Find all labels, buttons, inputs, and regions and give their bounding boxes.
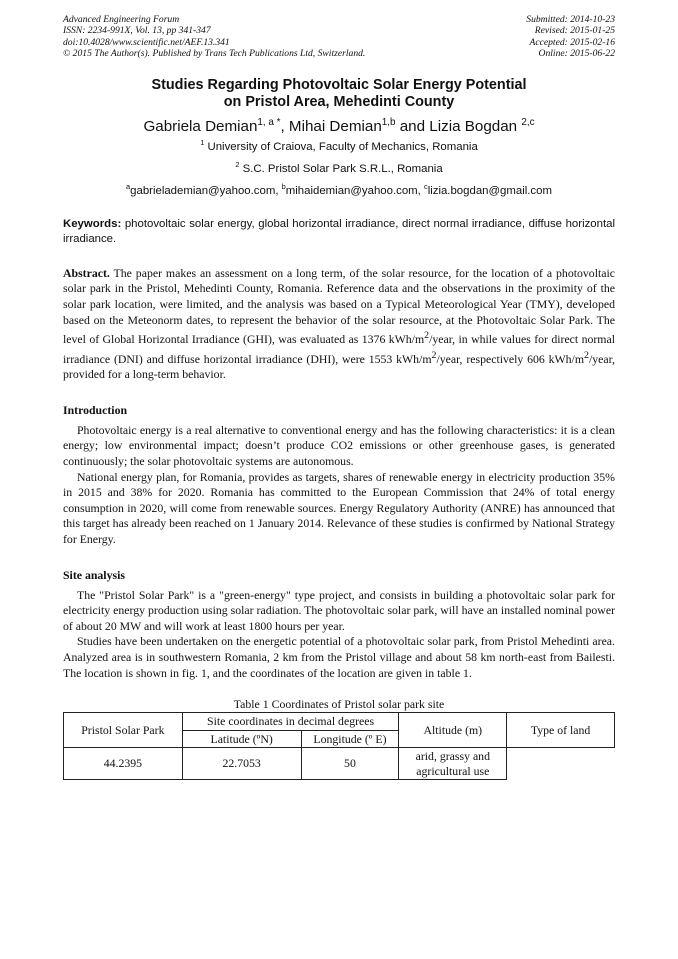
abstract: Abstract. The paper makes an assessment on a long term, of the solar resource, for the location of a photovoltaic solar park in the Pristol, Mehedinti County, Romania. Reference data and the observations in the proximity of the solar park location, were limited, and the analysis was based on a Typical Meteorological Year (TMY), developed based on the Meteonorm dates, to represent the behavior of the solar resource, at the Photovoltaic Solar Park. The level of Global Horizontal Irradiance (GHI), was evaluated as 1376 kWh/$m^2$/year, in while values for direct normal irradiance (DNI) and diffuse horizontal irradiance (DHI), were 1553 kWh/$m^2$/year, respectively 606 kWh/$m^2$/year, provided for a long-term behavior. <box>63 265 616 382</box>
submitted-date: Submitted: 2014-10-23 <box>526 14 615 25</box>
table-1-caption: Table 1 Coordinates of Pristol solar park site <box>233 697 445 712</box>
affiliation-2: $^2$ S.C. Pristol Solar Park S.R.L., Romania <box>235 159 443 175</box>
paper-title <box>63 77 615 112</box>
abstract-label: Abstract. <box>63 265 110 280</box>
keywords-text: photovoltaic solar energy, global horizontal irradiance, direct normal irradiance, diffuse horizontal irradiance. <box>63 217 615 246</box>
online-date: Online: 2015-06-22 <box>538 48 615 60</box>
journal-info <box>63 14 365 60</box>
accepted-date: Accepted: 2015-02-16 <box>529 36 615 48</box>
site-analysis-paragraph-1: The "Pristol Solar Park" is a "green-energy" type project, and consists in building a photovoltaic solar park for electricity energy production using solar radiation. The photovoltaic solar park, will have an installed nominal power of about 20 MW and will work at least 1800 hours per year. <box>63 587 615 633</box>
affiliation-1: $^1$ University of Craiova, Faculty of Mechanics, Romania <box>200 137 478 153</box>
land-type-value: arid, grassy and agricultural use <box>399 748 507 780</box>
latitude-header: Latitude (ºN) <box>182 730 301 748</box>
coordinates-group-header: Site coordinates in decimal degrees <box>182 713 399 731</box>
table-row <box>64 748 615 780</box>
site-analysis-paragraph-2: Studies have been undertaken on the energetic potential of a photovoltaic solar park, from Pristol Mehedinti area. Analyzed area is in southwestern Romania, 2 km from the Pristol village and about 58 km north-east from Bailesti. The location is shown in fig. 1, and the coordinates of the location are given in table 1. <box>63 634 615 680</box>
title-line-1: Studies Regarding Photovoltaic Solar Energy Potential <box>151 76 527 93</box>
revised-date: Revised: 2015-01-25 <box>534 25 615 37</box>
introduction-paragraph-1: Photovoltaic energy is a real alternative to conventional energy and has the following characteristics: it is a clean energy; low environmental impact; doesn’t produce CO2 emissions or other greenhouse gases, is generated continuously; the solar photovoltaic systems are autonomous. <box>63 422 615 468</box>
author-list <box>63 118 615 136</box>
keywords <box>63 217 615 248</box>
journal-name: Advanced Engineering Forum <box>63 14 180 25</box>
longitude-value: 22.7053 <box>182 748 301 780</box>
email-2: mihaidemian@yahoo.com, <box>285 184 424 197</box>
issn: ISSN: 2234-991X, Vol. 13, pp 341-347 <box>63 25 211 37</box>
author-3: and Lizia Bogdan <box>395 117 522 135</box>
author-3-affil: 2,c <box>521 116 535 128</box>
paper-page <box>63 14 615 780</box>
land-type-header: Type of land <box>507 713 615 748</box>
author-emails: $^a$gabrielademian@yahoo.com, $^b$mihaidemian@yahoo.com, $^c$lizia.bogdan@gmail.com <box>126 181 552 197</box>
keywords-label: Keywords: <box>63 217 122 230</box>
introduction-paragraph-2: National energy plan, for Romania, provides as targets, shares of renewable energy in electricity production 35% in 2015 and 38% for 2020. Romania has committed to the European Commission that 24% of total energy consumption in 2020, will come from renewable sources. Energy Regulatory Authority (ANRE) has announced that this target has already been reached on 1 January 2014. Relevance of these studies is confirmed by National Strategy for Energy. <box>63 469 615 546</box>
dates-info <box>526 14 615 60</box>
table-header-row-1 <box>64 713 615 731</box>
author-1-affil: 1, a * <box>257 116 281 128</box>
email-3: lizia.bogdan@gmail.com <box>427 184 552 197</box>
altitude-value: 50 <box>301 748 399 780</box>
publication-header <box>63 14 615 60</box>
site-analysis-heading: Site analysis <box>63 567 125 582</box>
altitude-header: Altitude (m) <box>399 713 507 748</box>
latitude-value: 44.2395 <box>64 748 183 780</box>
author-2: , Mihai Demian <box>280 117 382 135</box>
author-1: Gabriela Demian <box>143 117 258 135</box>
email-1: gabrielademian@yahoo.com, <box>130 184 282 197</box>
site-name-cell: Pristol Solar Park <box>64 713 183 748</box>
title-line-2: on Pristol Area, Mehedinti County <box>223 94 455 111</box>
longitude-header: Longitude (º E) <box>301 730 399 748</box>
introduction-heading: Introduction <box>63 402 128 417</box>
doi: doi:10.4028/www.scientific.net/AEF.13.341 <box>63 36 230 48</box>
copyright: © 2015 The Author(s). Published by Trans Tech Publications Ltd, Switzerland. <box>63 48 366 60</box>
author-2-affil: 1,b <box>381 116 396 128</box>
coordinates-table <box>63 712 615 780</box>
